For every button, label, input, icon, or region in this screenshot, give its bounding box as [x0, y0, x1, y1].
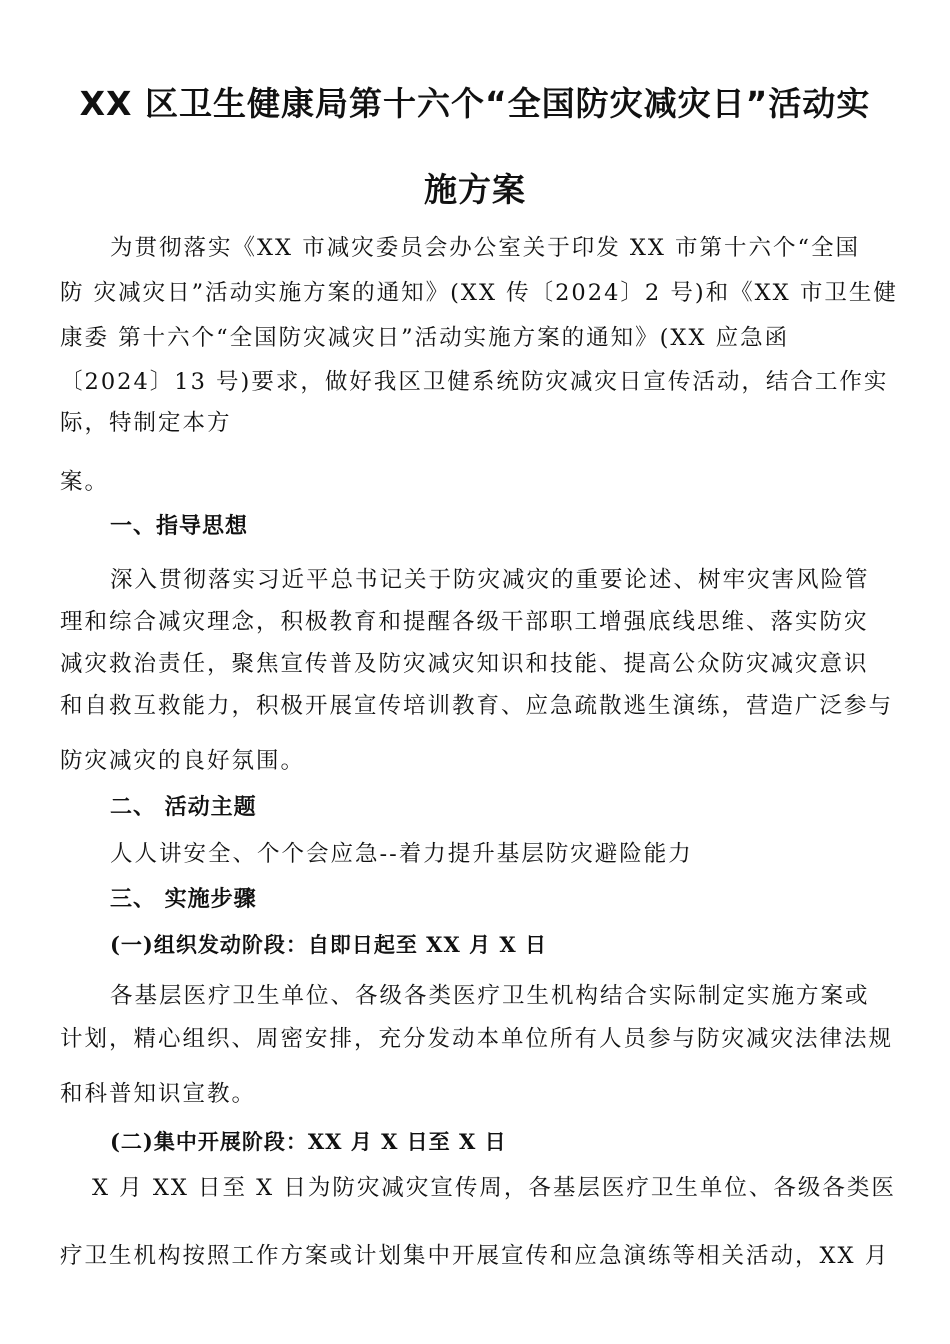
document-title-line-1: XX 区卫生健康局第十六个“全国防灾减灾日”活动实 — [79, 84, 871, 123]
section-1-line-2: 理和综合减灾理念，积极教育和提醒各级干部职工增强底线思维、落实防灾 — [60, 609, 869, 635]
stage-1-heading: (一)组织发动阶段：自即日起至 XX 月 X 日 — [110, 932, 547, 957]
section-1-line-4: 和自救互救能力，积极开展宣传培训教育、应急疏散逃生演练，营造广泛参与 — [60, 693, 894, 719]
intro-line-3: 康委 第十六个“全国防灾减灾日”活动实施方案的通知》(XX 应急函 — [60, 325, 790, 351]
intro-line-2: 防 灾减灾日”活动实施方案的通知》(XX 传〔2024〕2 号)和《XX 市卫生健 — [60, 280, 898, 306]
stage-2-line-2: 疗卫生机构按照工作方案或计划集中开展宣传和应急演练等相关活动，XX 月 — [60, 1243, 890, 1269]
section-1-line-5: 防灾减灾的良好氛围。 — [60, 748, 306, 774]
section-2-line-1: 人人讲安全、个个会应急--着力提升基层防灾避险能力 — [110, 841, 693, 867]
intro-line-4: 〔2024〕13 号)要求，做好我区卫健系统防灾减灾日宣传活动，结合工作实 — [60, 369, 889, 395]
section-1-heading: 一、指导思想 — [110, 514, 249, 539]
stage-1-line-3: 和科普知识宣教。 — [60, 1081, 257, 1107]
stage-1-line-1: 各基层医疗卫生单位、各级各类医疗卫生机构结合实际制定实施方案或 — [110, 983, 870, 1009]
intro-line-1: 为贯彻落实《XX 市减灾委员会办公室关于印发 XX 市第十六个“全国 — [110, 235, 861, 261]
section-2-heading: 二、 活动主题 — [110, 795, 257, 820]
stage-1-line-2: 计划，精心组织、周密安排，充分发动本单位所有人员参与防灾减灾法律法规 — [60, 1026, 894, 1052]
section-3-heading: 三、 实施步骤 — [110, 887, 257, 912]
intro-line-6: 案。 — [60, 469, 110, 495]
stage-2-line-1: X 月 XX 日至 X 日为防灾减灾宣传周，各基层医疗卫生单位、各级各类医 — [92, 1175, 896, 1201]
stage-2-heading: (二)集中开展阶段：XX 月 X 日至 X 日 — [110, 1129, 507, 1154]
document-title-line-2: 施方案 — [424, 170, 526, 209]
intro-line-5: 际，特制定本方 — [60, 410, 232, 436]
section-1-line-3: 减灾救治责任，聚焦宣传普及防灾减灾知识和技能、提高公众防灾减灾意识 — [60, 651, 869, 677]
section-1-line-1: 深入贯彻落实习近平总书记关于防灾减灾的重要论述、树牢灾害风险管 — [110, 567, 870, 593]
